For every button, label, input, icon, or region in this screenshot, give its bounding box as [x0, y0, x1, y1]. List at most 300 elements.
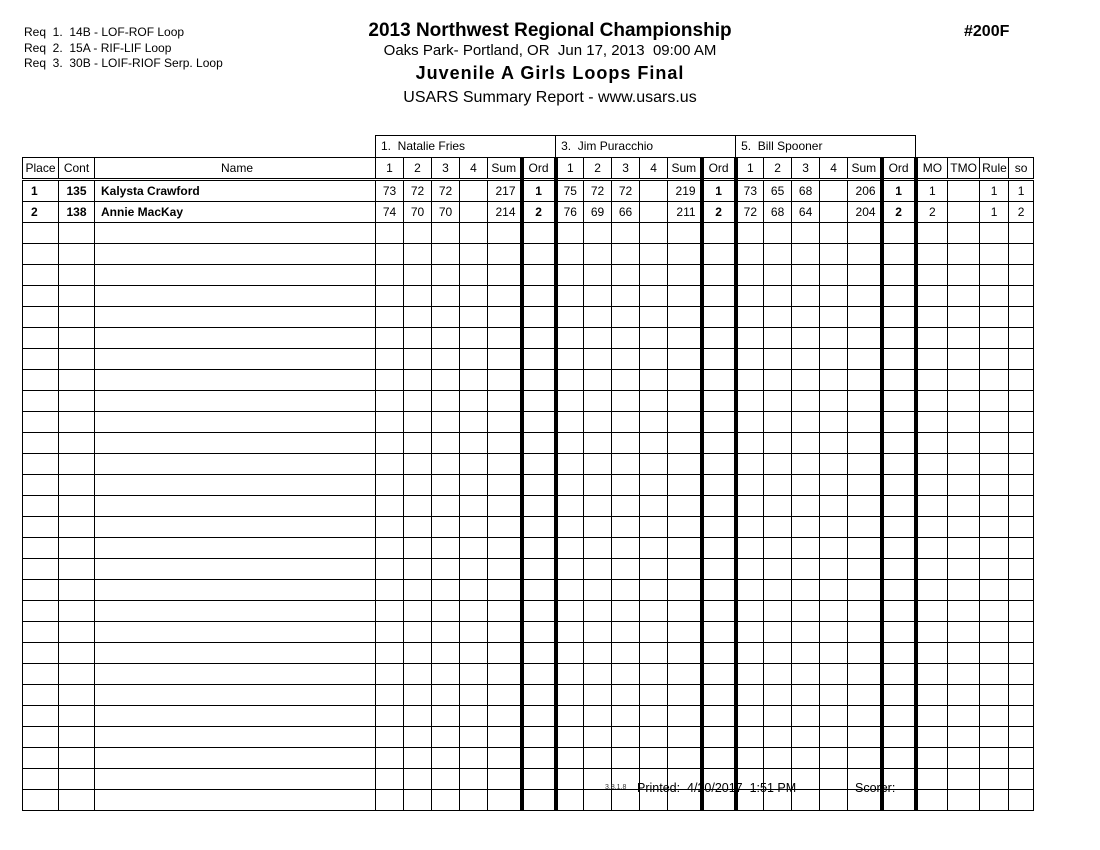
score-cell — [640, 748, 668, 769]
score-cell — [820, 559, 848, 580]
sum-cell — [488, 664, 522, 685]
score-cell — [764, 307, 792, 328]
ord-cell — [702, 517, 736, 538]
sum-cell — [668, 412, 702, 433]
scorer-label: Scorer: — [855, 781, 896, 795]
so-cell — [1009, 454, 1034, 475]
mo-cell — [916, 706, 948, 727]
table-row-empty — [23, 517, 1034, 538]
venue-date-line: Oaks Park- Portland, OR Jun 17, 2013 09:00 AM — [383, 42, 717, 59]
sum-cell — [668, 664, 702, 685]
sum-cell — [848, 748, 882, 769]
sum-cell — [488, 538, 522, 559]
rule-cell — [980, 349, 1009, 370]
ord-cell — [522, 412, 556, 433]
score-cell — [460, 454, 488, 475]
col-header-judge1-ord: Ord — [522, 158, 556, 180]
score-cell — [460, 517, 488, 538]
ord-cell — [522, 328, 556, 349]
score-table-container — [22, 135, 1034, 811]
col-header-name: Name — [95, 158, 376, 180]
mo-cell — [916, 559, 948, 580]
score-cell — [556, 517, 584, 538]
name-cell — [95, 706, 376, 727]
sum-cell — [488, 643, 522, 664]
cont-cell — [59, 748, 95, 769]
sum-cell — [668, 727, 702, 748]
sum-cell — [488, 244, 522, 265]
score-cell — [376, 412, 404, 433]
rule-cell — [980, 286, 1009, 307]
score-cell — [584, 517, 612, 538]
col-header-judge2-1: 1 — [556, 158, 584, 180]
ord-cell — [882, 643, 916, 664]
score-cell — [612, 517, 640, 538]
ord-cell: 1 — [702, 180, 736, 202]
rule-cell — [980, 685, 1009, 706]
place-cell — [23, 664, 59, 685]
sum-cell — [848, 538, 882, 559]
sum-cell — [848, 475, 882, 496]
sum-cell — [668, 286, 702, 307]
score-cell — [460, 202, 488, 223]
score-cell — [612, 706, 640, 727]
score-cell — [376, 538, 404, 559]
place-cell — [23, 601, 59, 622]
score-cell — [584, 727, 612, 748]
score-cell — [556, 370, 584, 391]
score-cell — [764, 265, 792, 286]
sum-cell — [668, 538, 702, 559]
score-cell — [820, 538, 848, 559]
score-cell — [764, 454, 792, 475]
ord-cell — [882, 433, 916, 454]
sum-cell — [488, 622, 522, 643]
mo-cell — [916, 727, 948, 748]
score-cell — [820, 454, 848, 475]
rule-cell — [980, 706, 1009, 727]
sum-cell — [848, 328, 882, 349]
judge-name-cell: 1. Natalie Fries — [376, 136, 556, 158]
cont-cell — [59, 538, 95, 559]
score-cell — [612, 580, 640, 601]
score-cell — [820, 265, 848, 286]
score-cell — [612, 538, 640, 559]
score-cell — [432, 433, 460, 454]
score-cell — [432, 286, 460, 307]
ord-cell — [882, 370, 916, 391]
score-cell — [404, 307, 432, 328]
score-cell — [764, 727, 792, 748]
sum-cell — [488, 328, 522, 349]
score-cell — [736, 349, 764, 370]
sum-cell — [668, 265, 702, 286]
ord-cell — [702, 748, 736, 769]
sum-cell: 214 — [488, 202, 522, 223]
cont-cell — [59, 685, 95, 706]
ord-cell — [702, 580, 736, 601]
score-cell — [792, 643, 820, 664]
score-cell — [404, 391, 432, 412]
score-cell — [432, 328, 460, 349]
score-cell — [460, 580, 488, 601]
score-cell — [640, 643, 668, 664]
score-cell — [584, 643, 612, 664]
score-cell — [584, 559, 612, 580]
place-cell — [23, 727, 59, 748]
cont-cell — [59, 559, 95, 580]
ord-cell — [882, 454, 916, 475]
tmo-cell — [948, 202, 980, 223]
ord-cell — [522, 685, 556, 706]
score-cell — [404, 223, 432, 244]
score-cell — [432, 685, 460, 706]
ord-cell — [522, 454, 556, 475]
score-cell — [764, 244, 792, 265]
rule-cell — [980, 622, 1009, 643]
score-cell — [640, 180, 668, 202]
sum-cell — [848, 664, 882, 685]
score-cell — [764, 496, 792, 517]
score-cell — [640, 244, 668, 265]
ord-cell — [702, 538, 736, 559]
tmo-cell — [948, 748, 980, 769]
tmo-cell — [948, 475, 980, 496]
score-cell — [376, 244, 404, 265]
sum-cell — [668, 601, 702, 622]
score-cell — [736, 412, 764, 433]
table-row-empty — [23, 265, 1034, 286]
score-cell — [612, 223, 640, 244]
score-cell — [460, 685, 488, 706]
place-cell — [23, 349, 59, 370]
score-cell — [556, 265, 584, 286]
cont-cell — [59, 664, 95, 685]
score-cell — [736, 664, 764, 685]
sum-cell — [668, 370, 702, 391]
judge-header-right-spacer — [916, 136, 1034, 158]
col-header-judge1-sum: Sum — [488, 158, 522, 180]
score-cell — [404, 496, 432, 517]
score-cell: 68 — [764, 202, 792, 223]
score-cell — [764, 328, 792, 349]
tmo-cell — [948, 496, 980, 517]
table-row-empty — [23, 223, 1034, 244]
sum-cell — [488, 727, 522, 748]
score-cell — [612, 622, 640, 643]
score-cell — [736, 706, 764, 727]
cont-cell — [59, 433, 95, 454]
so-cell — [1009, 601, 1034, 622]
col-header-judge2-4: 4 — [640, 158, 668, 180]
score-cell — [736, 433, 764, 454]
score-cell — [792, 307, 820, 328]
mo-cell — [916, 538, 948, 559]
score-cell — [640, 223, 668, 244]
score-cell — [820, 475, 848, 496]
score-cell — [376, 328, 404, 349]
score-cell — [792, 748, 820, 769]
score-cell — [404, 538, 432, 559]
score-cell: 69 — [584, 202, 612, 223]
score-cell — [764, 706, 792, 727]
place-cell — [23, 433, 59, 454]
ord-cell — [522, 286, 556, 307]
score-cell — [792, 580, 820, 601]
so-cell — [1009, 307, 1034, 328]
sum-cell: 206 — [848, 180, 882, 202]
cont-cell — [59, 517, 95, 538]
score-cell — [460, 180, 488, 202]
printed-timestamp: Printed: 4/20/2017 1:51 PM — [637, 781, 797, 795]
place-cell — [23, 685, 59, 706]
score-cell — [612, 496, 640, 517]
score-cell — [764, 538, 792, 559]
score-cell — [460, 559, 488, 580]
score-cell — [556, 433, 584, 454]
so-cell — [1009, 622, 1034, 643]
cont-cell — [59, 349, 95, 370]
score-cell — [640, 307, 668, 328]
score-cell — [404, 727, 432, 748]
score-cell — [376, 748, 404, 769]
so-cell — [1009, 349, 1034, 370]
score-cell — [432, 706, 460, 727]
mo-cell — [916, 286, 948, 307]
place-cell — [23, 454, 59, 475]
name-cell — [95, 475, 376, 496]
score-cell — [820, 307, 848, 328]
score-cell — [820, 223, 848, 244]
score-cell — [460, 664, 488, 685]
ord-cell — [882, 601, 916, 622]
table-row-empty — [23, 727, 1034, 748]
col-header-judge1-2: 2 — [404, 158, 432, 180]
rule-cell — [980, 517, 1009, 538]
score-cell: 68 — [792, 180, 820, 202]
score-cell — [736, 727, 764, 748]
tmo-cell — [948, 706, 980, 727]
name-cell — [95, 538, 376, 559]
score-cell — [584, 580, 612, 601]
score-cell — [820, 180, 848, 202]
so-cell — [1009, 538, 1034, 559]
col-header-judge2-sum: Sum — [668, 158, 702, 180]
score-cell — [404, 370, 432, 391]
sum-cell — [848, 412, 882, 433]
score-cell — [404, 517, 432, 538]
place-cell — [23, 748, 59, 769]
sum-cell — [488, 496, 522, 517]
name-cell — [95, 685, 376, 706]
ord-cell — [882, 727, 916, 748]
sum-cell — [668, 517, 702, 538]
score-cell — [820, 580, 848, 601]
score-cell — [556, 286, 584, 307]
cont-cell — [59, 643, 95, 664]
score-cell: 70 — [432, 202, 460, 223]
score-cell — [432, 475, 460, 496]
score-cell — [820, 328, 848, 349]
score-cell — [556, 244, 584, 265]
ord-cell — [882, 328, 916, 349]
ord-cell — [702, 601, 736, 622]
score-cell — [820, 601, 848, 622]
score-cell — [792, 727, 820, 748]
score-cell — [460, 496, 488, 517]
mo-cell — [916, 664, 948, 685]
score-cell — [792, 223, 820, 244]
cont-cell — [59, 475, 95, 496]
score-cell: 64 — [792, 202, 820, 223]
sum-cell — [668, 433, 702, 454]
score-cell — [640, 685, 668, 706]
score-cell — [376, 370, 404, 391]
score-cell — [584, 370, 612, 391]
score-cell — [556, 706, 584, 727]
so-cell — [1009, 580, 1034, 601]
cont-cell — [59, 622, 95, 643]
ord-cell — [702, 328, 736, 349]
score-cell — [640, 265, 668, 286]
rule-cell — [980, 496, 1009, 517]
ord-cell — [702, 433, 736, 454]
sum-cell — [488, 559, 522, 580]
sum-cell: 217 — [488, 180, 522, 202]
ord-cell — [702, 643, 736, 664]
sum-cell — [668, 643, 702, 664]
score-cell — [736, 622, 764, 643]
score-cell — [460, 307, 488, 328]
sum-cell — [488, 349, 522, 370]
sum-cell — [668, 622, 702, 643]
ord-cell — [882, 622, 916, 643]
col-header-so: so — [1009, 158, 1034, 180]
score-cell — [460, 475, 488, 496]
ord-cell — [522, 391, 556, 412]
ord-cell — [702, 664, 736, 685]
col-header-rule: Rule — [980, 158, 1009, 180]
score-cell — [404, 601, 432, 622]
tmo-cell — [948, 454, 980, 475]
rule-cell — [980, 475, 1009, 496]
sum-cell — [668, 349, 702, 370]
score-cell — [584, 244, 612, 265]
sum-cell — [848, 286, 882, 307]
ord-cell: 1 — [522, 180, 556, 202]
ord-cell — [882, 538, 916, 559]
ord-cell — [522, 580, 556, 601]
ord-cell — [522, 265, 556, 286]
cont-cell — [59, 496, 95, 517]
score-cell — [460, 391, 488, 412]
ord-cell — [522, 559, 556, 580]
score-cell — [376, 223, 404, 244]
sum-cell — [848, 433, 882, 454]
ord-cell — [522, 538, 556, 559]
col-header-judge1-3: 3 — [432, 158, 460, 180]
ord-cell — [522, 307, 556, 328]
ord-cell — [882, 265, 916, 286]
score-cell — [820, 412, 848, 433]
ord-cell — [882, 496, 916, 517]
score-cell — [764, 580, 792, 601]
score-cell — [460, 748, 488, 769]
score-cell — [376, 265, 404, 286]
name-cell — [95, 748, 376, 769]
ord-cell: 2 — [702, 202, 736, 223]
score-cell — [556, 601, 584, 622]
score-cell — [792, 538, 820, 559]
score-cell — [460, 622, 488, 643]
score-cell — [432, 496, 460, 517]
sum-cell — [848, 391, 882, 412]
name-cell — [95, 454, 376, 475]
score-cell — [640, 370, 668, 391]
sum-cell — [848, 559, 882, 580]
score-cell — [612, 433, 640, 454]
cont-cell — [59, 286, 95, 307]
score-cell — [736, 475, 764, 496]
score-cell — [584, 307, 612, 328]
score-cell — [764, 559, 792, 580]
score-cell — [460, 223, 488, 244]
score-cell — [460, 286, 488, 307]
score-cell — [556, 622, 584, 643]
score-cell — [640, 349, 668, 370]
score-cell — [404, 559, 432, 580]
score-cell — [404, 685, 432, 706]
mo-cell — [916, 265, 948, 286]
sum-cell — [668, 580, 702, 601]
sum-cell — [488, 706, 522, 727]
tmo-cell — [948, 685, 980, 706]
table-row-empty — [23, 328, 1034, 349]
score-cell — [736, 307, 764, 328]
mo-cell: 2 — [916, 202, 948, 223]
mo-cell: 1 — [916, 180, 948, 202]
table-row-empty — [23, 370, 1034, 391]
score-cell — [736, 580, 764, 601]
score-cell — [640, 412, 668, 433]
sum-cell — [848, 307, 882, 328]
name-cell — [95, 391, 376, 412]
table-row-empty — [23, 685, 1034, 706]
report-header — [0, 20, 1100, 107]
score-cell — [556, 748, 584, 769]
score-table — [22, 135, 1034, 811]
so-cell — [1009, 685, 1034, 706]
sum-cell — [848, 601, 882, 622]
mo-cell — [916, 223, 948, 244]
tmo-cell — [948, 370, 980, 391]
cont-cell — [59, 370, 95, 391]
name-cell — [95, 643, 376, 664]
score-cell: 72 — [432, 180, 460, 202]
score-cell — [640, 475, 668, 496]
score-cell — [432, 244, 460, 265]
score-cell — [640, 454, 668, 475]
score-cell — [404, 286, 432, 307]
score-cell — [640, 622, 668, 643]
table-row-empty — [23, 349, 1034, 370]
so-cell — [1009, 286, 1034, 307]
score-cell — [764, 601, 792, 622]
score-cell — [736, 685, 764, 706]
cont-cell — [59, 727, 95, 748]
score-cell — [404, 412, 432, 433]
score-cell — [404, 643, 432, 664]
